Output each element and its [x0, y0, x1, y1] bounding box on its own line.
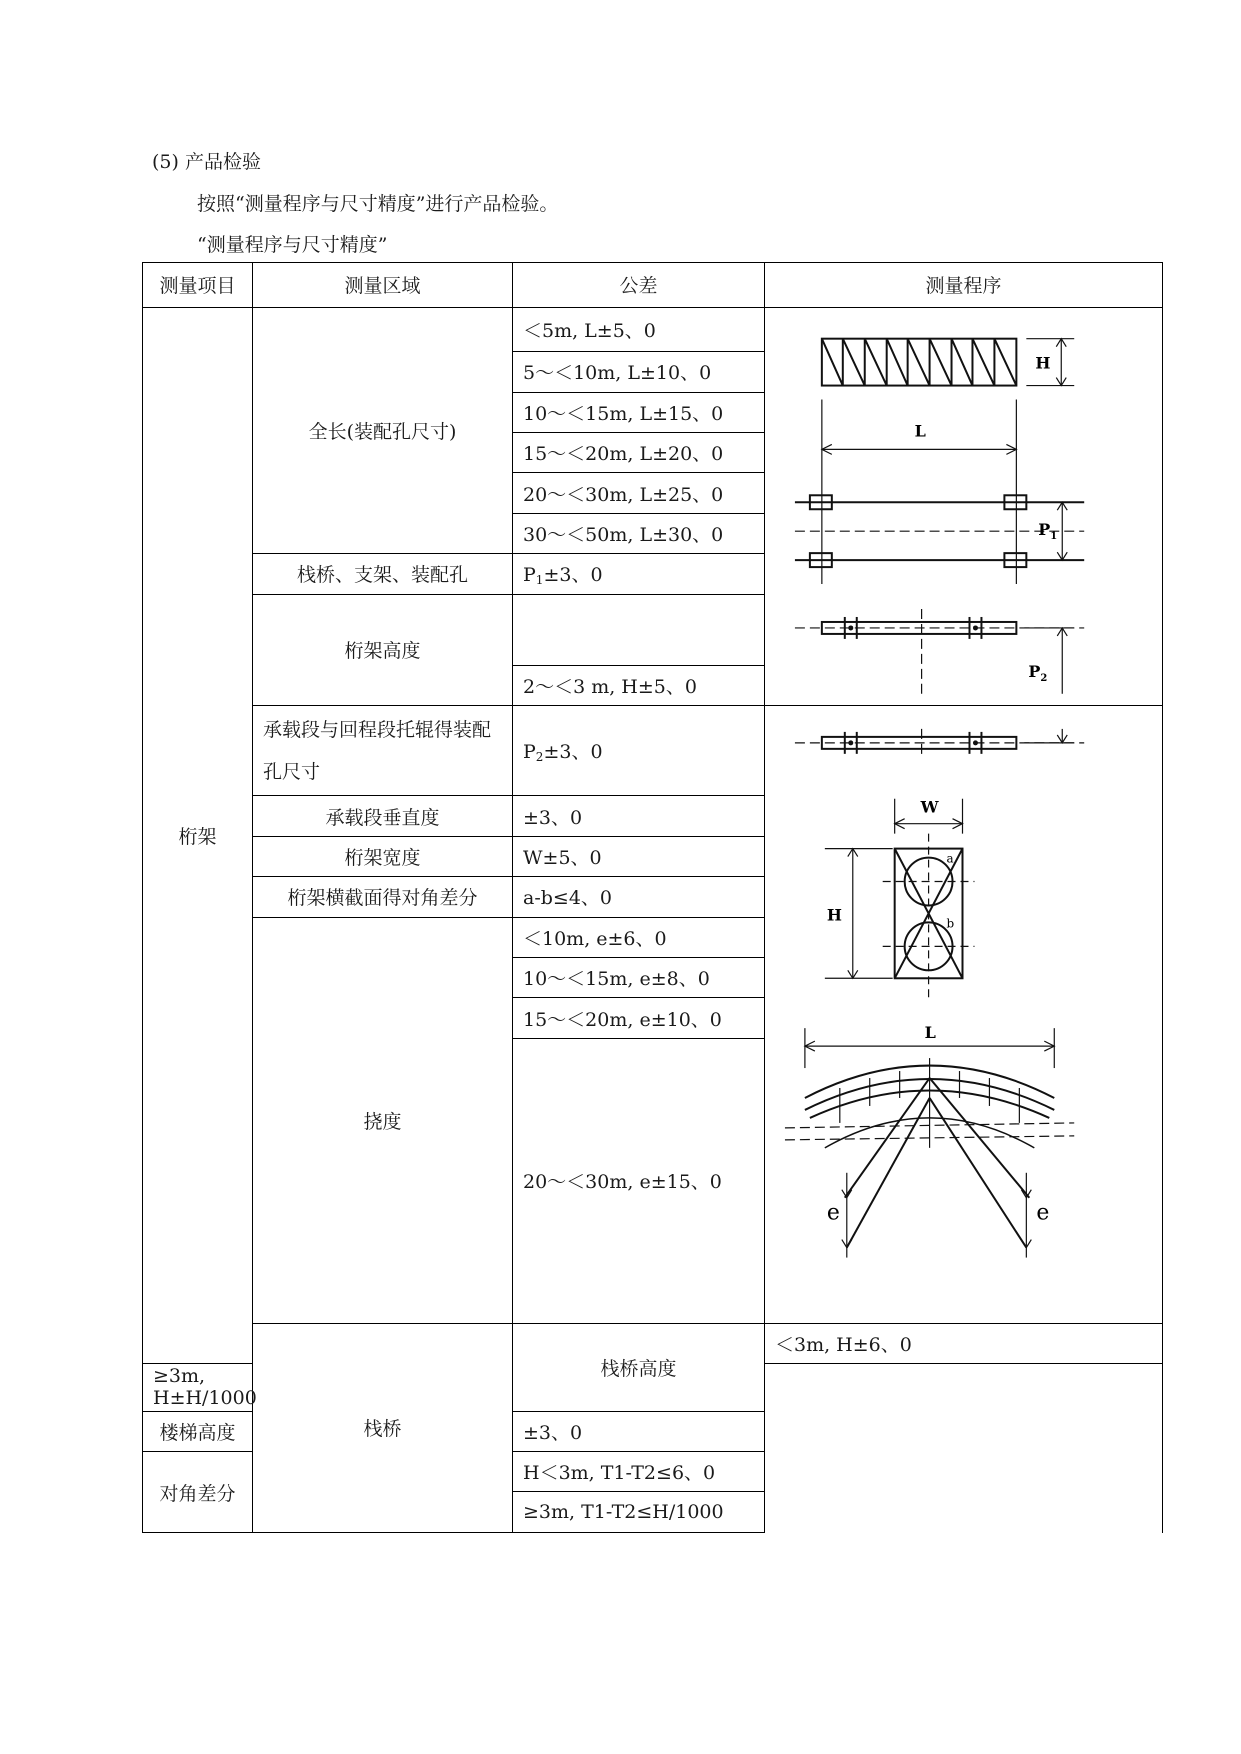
area-truss-height: 桁架高度 [253, 594, 513, 706]
figure-truss-section [765, 662, 1163, 1323]
label-W: W [920, 797, 939, 817]
section-heading: (5) 产品检验 [152, 151, 261, 173]
tolerance-cell: ≥3m, T1-T2≤H/1000 [513, 1492, 765, 1533]
label-H: H [1035, 353, 1051, 373]
header-procedure: 测量程序 [765, 263, 1163, 308]
tolerance-cell: $P_1\pm 3$、0 [513, 554, 765, 594]
truss-section-diagram [765, 662, 1162, 1322]
intro-paragraph: 按照“测量程序与尺寸精度”进行产品检验。 [197, 193, 559, 215]
tolerance-cell: ±3、0 [513, 1411, 765, 1451]
tolerance-cell: 15～＜20m, L±20、0 [513, 433, 765, 473]
label-H2: H [826, 905, 842, 925]
table-header-row [143, 263, 1163, 308]
label-L2: L [924, 1023, 936, 1043]
tolerance-cell: 10～＜15m, e±8、0 [513, 957, 765, 997]
tolerance-cell: 20～＜30m, e±15、0 [513, 1038, 765, 1323]
tolerance-cell: ≥3m, H±H/1000 [143, 1363, 253, 1411]
label-e-left: e [826, 1200, 840, 1226]
tolerance-cell: ＜5m, L±5、0 [513, 307, 765, 352]
label-L: L [914, 421, 926, 441]
tolerance-cell: 2～＜3 m, H±5、0 [513, 665, 765, 705]
tolerance-cell: $P_2\pm 3$、0 [513, 706, 765, 796]
tolerance-cell: ±3、0 [513, 796, 765, 836]
label-b: b [946, 916, 955, 931]
area-stair-height: 楼梯高度 [143, 1411, 253, 1451]
tolerance-cell: W±5、0 [513, 836, 765, 876]
figure-truss-length [765, 307, 1163, 706]
tolerance-cell: a-b≤4、0 [513, 877, 765, 917]
tolerance-cell: 15～＜20m, e±10、0 [513, 998, 765, 1038]
measurement-table [142, 262, 1163, 1533]
area-truss-width: 桁架宽度 [253, 836, 513, 876]
area-roller-hole: 承载段与回程段托辊得装配孔尺寸 [253, 706, 513, 796]
tolerance-cell: 30～＜50m, L±30、0 [513, 513, 765, 553]
tolerance-cell: 5～＜10m, L±10、0 [513, 352, 765, 392]
area-trestle-diagonal: 对角差分 [143, 1452, 253, 1533]
area-trestle-hole: 栈桥、支架、装配孔 [253, 554, 513, 594]
label-P1: $P_1$ [1038, 519, 1058, 542]
tolerance-cell: 20～＜30m, L±25、0 [513, 473, 765, 513]
area-total-length: 全长(装配孔尺寸) [253, 307, 513, 554]
area-deflection: 挠度 [253, 917, 513, 1323]
tolerance-cell: H＜3m, T1-T2≤6、0 [513, 1452, 765, 1492]
table-row [143, 307, 1163, 352]
tolerance-cell: 10～＜15m, L±15、0 [513, 392, 765, 432]
tolerance-cell: ＜10m, e±6、0 [513, 917, 765, 957]
header-area: 测量区域 [253, 263, 513, 308]
table-row [143, 1323, 1163, 1363]
area-diagonal: 桁架横截面得对角差分 [253, 877, 513, 917]
label-e-right: e [1036, 1200, 1050, 1226]
area-verticality: 承载段垂直度 [253, 796, 513, 836]
area-trestle-height: 栈桥高度 [513, 1323, 765, 1411]
tolerance-cell [513, 594, 765, 665]
truss-length-diagram [765, 308, 1162, 706]
table-caption: “测量程序与尺寸精度” [197, 234, 388, 256]
header-tolerance: 公差 [513, 263, 765, 308]
tolerance-cell: ＜3m, H±6、0 [765, 1323, 1163, 1363]
label-a: a [946, 851, 954, 866]
label-P2: $P_2$ [1028, 662, 1048, 685]
item-trestle: 栈桥 [253, 1323, 513, 1533]
table-row [143, 706, 1163, 796]
header-item: 测量项目 [143, 263, 253, 308]
item-truss: 桁架 [143, 307, 253, 1363]
